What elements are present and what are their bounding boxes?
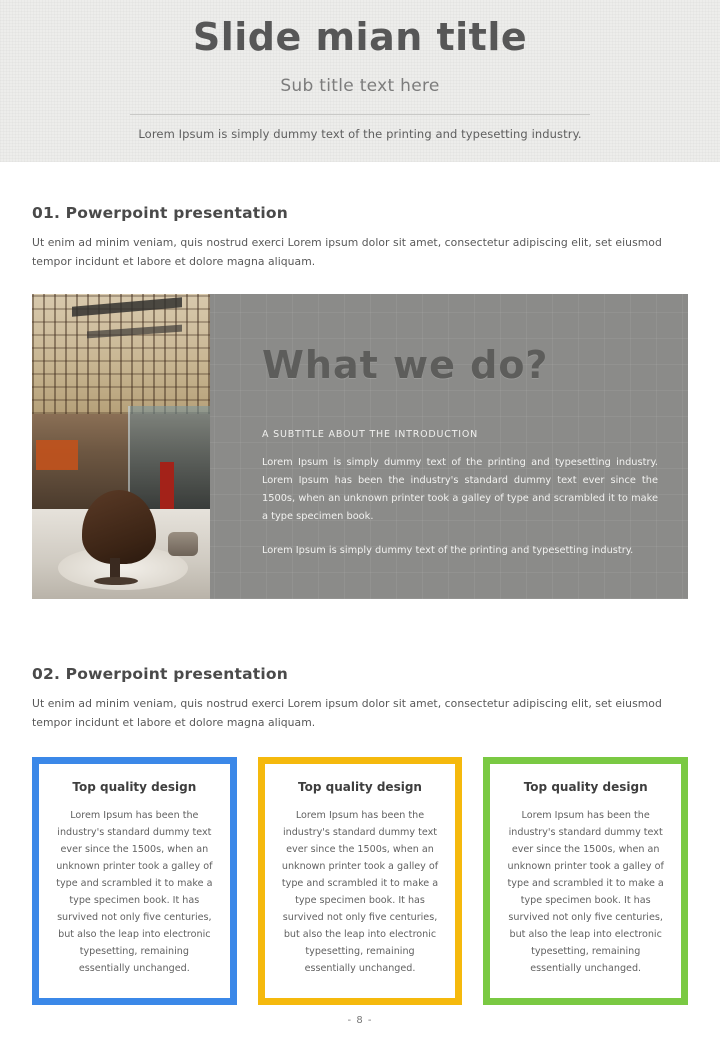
page-body (0, 204, 720, 1005)
card-row (32, 757, 688, 1005)
quality-card-yellow[interactable] (258, 757, 463, 1005)
photo-chair-base (94, 577, 138, 585)
section-01-paragraph: Ut enim ad minim veniam, quis nostrud exerci Lorem ipsum dolor sit amet, consectetur adipiscing elit, set eiusmod tempor incidunt et labore et dolore magna aliquam. (32, 236, 662, 268)
section-01 (32, 204, 688, 272)
photo-side-table (168, 532, 198, 556)
header-description: Lorem Ipsum is simply dummy text of the printing and typesetting industry. (138, 126, 582, 141)
card-title: Top quality design (298, 779, 422, 794)
section-01-heading: 01. Powerpoint presentation (32, 204, 288, 222)
quality-card-blue[interactable] (32, 757, 237, 1005)
card-body: Lorem Ipsum has been the industry's standard dummy text ever since the 1500s, when an unknown printer took a galley of type and scrambled it to make a type specimen book. It has survived not only five centuries, but also the leap into electronic typesetting, remaining essentially unchanged. (56, 809, 213, 975)
section-02-paragraph: Ut enim ad minim veniam, quis nostrud exerci Lorem ipsum dolor sit amet, consectetur adipiscing elit, set eiusmod tempor incidunt et labore et dolore magna aliquam. (32, 696, 662, 729)
office-interior-photo (32, 294, 210, 599)
card-body: Lorem Ipsum has been the industry's standard dummy text ever since the 1500s, when an unknown printer took a galley of type and scrambled it to make a type specimen book. It has survived not only five centuries, but also the leap into electronic typesetting, remaining essentially unchanged. (507, 809, 664, 975)
card-inner (265, 764, 456, 998)
photo-orange-panel (36, 440, 78, 470)
page-number: - 8 - (347, 1015, 373, 1026)
page-subtitle: Sub title text here (280, 75, 440, 96)
banner-title: What we do? (262, 342, 549, 387)
banner-paragraph-2: Lorem Ipsum is simply dummy text of the printing and typesetting industry. (262, 545, 634, 557)
header-divider (130, 114, 590, 115)
card-inner (490, 764, 681, 998)
card-title: Top quality design (523, 779, 648, 794)
card-body: Lorem Ipsum has been the industry's standard dummy text ever since the 1500s, when an unknown printer took a galley of type and scrambled it to make a type specimen book. It has survived not only five centuries, but also the leap into electronic typesetting, remaining essentially unchanged. (281, 809, 439, 975)
banner-subtitle: A SUBTITLE ABOUT THE INTRODUCTION (262, 428, 479, 440)
banner-text-block (210, 294, 688, 599)
banner-paragraph-1: Lorem Ipsum is simply dummy text of the printing and typesetting industry. Lorem Ipsum has been the industry's standard dummy text ever since the 1500s, when an unknown printer took a galley of type and scrambled it to make a type specimen book. (262, 456, 658, 523)
what-we-do-banner (32, 294, 688, 599)
photo-red-column (160, 462, 174, 512)
section-02 (32, 665, 688, 733)
card-title: Top quality design (72, 779, 197, 794)
page-title: Slide mian title (192, 15, 528, 59)
quality-card-green[interactable] (483, 757, 688, 1005)
slide-header (0, 0, 720, 162)
section-02-heading: 02. Powerpoint presentation (32, 664, 288, 683)
card-inner (39, 764, 230, 998)
